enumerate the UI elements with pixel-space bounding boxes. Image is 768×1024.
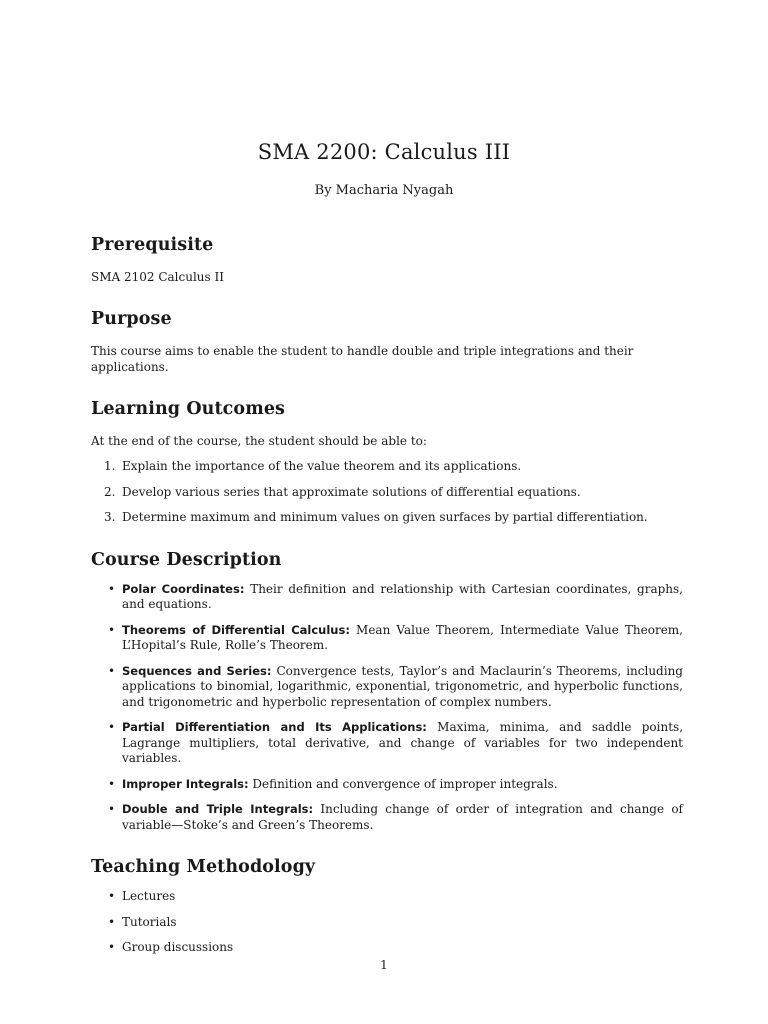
prerequisite-text: SMA 2102 Calculus II: [91, 270, 224, 284]
list-item-text: Determine maximum and minimum values on given surfaces by partial differentiation.: [122, 510, 648, 524]
learning-outcomes-list: [91, 459, 683, 526]
list-item-text: Explain the importance of the value theorem and its applications.: [122, 459, 522, 473]
document-author: By Macharia Nyagah: [314, 183, 454, 198]
list-item-text: Lectures: [122, 889, 176, 903]
topic-title: Partial Differentiation and Its Applications:: [122, 720, 427, 734]
prerequisite-section: [91, 233, 683, 285]
bullet-icon: •: [108, 914, 116, 929]
list-item: [91, 510, 683, 526]
teaching-methodology-heading: Teaching Methodology: [91, 857, 316, 877]
list-item: [91, 777, 683, 793]
course-description-section: [91, 548, 683, 834]
list-item: [91, 664, 683, 711]
list-item: [91, 940, 683, 956]
bullet-icon: •: [108, 581, 116, 596]
list-item-number: 2.: [104, 484, 116, 499]
document-body: [91, 233, 683, 956]
list-item-text: Develop various series that approximate solutions of differential equations.: [122, 484, 581, 499]
topic-title: Theorems of Differential Calculus:: [122, 622, 350, 637]
topic-text: Their definition and relationship with Cartesian coordinates, graphs, and equations.: [122, 581, 683, 611]
bullet-icon: •: [108, 802, 116, 816]
bullet-icon: •: [108, 720, 116, 734]
learning-outcomes-heading: Learning Outcomes: [91, 399, 286, 419]
teaching-methodology-list: [91, 889, 683, 956]
purpose-section: [91, 307, 683, 375]
topic-title: Double and Triple Integrals:: [122, 802, 314, 816]
list-item: [91, 485, 683, 501]
purpose-text: This course aims to enable the student to handle double and triple integrations and their applications.: [91, 344, 634, 374]
list-item: [91, 915, 683, 931]
topic-text: Convergence tests, Taylor’s and Maclaurin’s Theorems, including applications to binomial, logarithmic, exponential, trigonometric, and hyperbolic functions, and trigonometric and hyperbolic representation of complex numbers.: [122, 663, 683, 709]
course-description-list: [91, 582, 683, 834]
list-item-number: 1.: [104, 459, 116, 473]
learning-outcomes-intro: At the end of the course, the student should be able to:: [91, 434, 427, 448]
list-item: [91, 720, 683, 767]
document-title: SMA 2200: Calculus III: [257, 140, 511, 164]
list-item: [91, 802, 683, 833]
list-item: [91, 889, 683, 905]
topic-text: Definition and convergence of improper integrals.: [252, 776, 558, 791]
list-item-text: Group discussions: [122, 940, 234, 954]
page-number: 1: [380, 958, 388, 972]
bullet-icon: •: [108, 776, 116, 791]
bullet-icon: •: [108, 940, 116, 954]
list-item: [91, 459, 683, 475]
list-item: [91, 582, 683, 613]
list-item: [91, 623, 683, 654]
bullet-icon: •: [108, 663, 116, 678]
learning-outcomes-section: [91, 397, 683, 526]
list-item-number: 3.: [104, 510, 116, 524]
topic-text: Mean Value Theorem, Intermediate Value Theorem, L’Hopital’s Rule, Rolle’s Theorem.: [122, 622, 683, 652]
topic-text: Including change of order of integration and change of variable—Stoke’s and Green’s Theorems.: [122, 802, 683, 832]
topic-title: Improper Integrals:: [122, 776, 249, 791]
prerequisite-heading: Prerequisite: [91, 235, 214, 255]
list-item-text: Tutorials: [122, 914, 177, 929]
topic-text: Maxima, minima, and saddle points, Lagrange multipliers, total derivative, and change of variables for two independent variables.: [122, 720, 684, 765]
course-description-heading: Course Description: [91, 549, 282, 570]
topic-title: Polar Coordinates:: [122, 581, 245, 596]
purpose-heading: Purpose: [91, 309, 172, 329]
bullet-icon: •: [108, 889, 116, 903]
bullet-icon: •: [108, 622, 116, 637]
teaching-methodology-section: [91, 855, 683, 956]
topic-title: Sequences and Series:: [122, 663, 272, 678]
